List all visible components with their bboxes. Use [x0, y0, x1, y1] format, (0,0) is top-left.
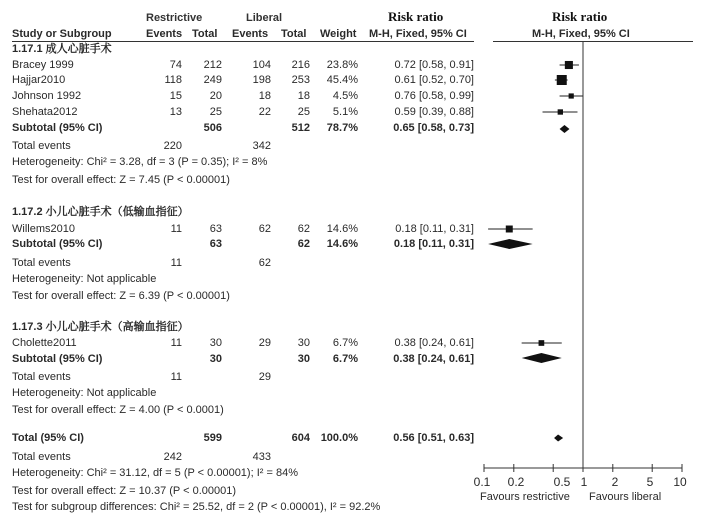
- rr-title: Risk ratio: [388, 9, 444, 24]
- study-rr: 0.61 [0.52, 0.70]: [394, 74, 474, 86]
- study-total1: 30: [209, 337, 222, 349]
- axis-tick-label: 0.5: [553, 475, 571, 489]
- total-events-label: Total events: [12, 371, 71, 383]
- total-events2: 29: [258, 371, 271, 383]
- total-events1: 242: [163, 451, 182, 463]
- overall-effect-text: Test for overall effect: Z = 10.37 (P < 0.00001): [12, 485, 237, 497]
- study-events2: 62: [258, 223, 271, 235]
- heterogeneity-text: Heterogeneity: Chi² = 3.28, df = 3 (P = 0.35); I² = 8%: [12, 156, 268, 168]
- total-events1: 220: [163, 140, 182, 152]
- subtotal-total2: 62: [297, 238, 310, 250]
- study-point: [558, 109, 563, 114]
- axis-tick-label: 2: [611, 475, 619, 489]
- study-name: Willems2010: [12, 223, 75, 235]
- subgroup-title: 1.17.3 小儿心脏手术（高输血指征）: [12, 321, 189, 333]
- heterogeneity-text: Heterogeneity: Chi² = 31.12, df = 5 (P < 0.00001); I² = 84%: [12, 467, 298, 479]
- summary-diamond: [554, 435, 563, 442]
- study-point: [539, 340, 545, 346]
- summary-diamond: [488, 239, 533, 249]
- axis-tick-label: 5: [646, 475, 654, 489]
- study-total2: 30: [297, 337, 310, 349]
- axis-tick-label: 10: [673, 475, 687, 489]
- study-total2: 62: [297, 223, 310, 235]
- study-total1: 249: [203, 74, 222, 86]
- total-events1: 11: [170, 371, 182, 383]
- study-total2: 18: [297, 90, 310, 102]
- study-rr: 0.38 [0.24, 0.61]: [394, 337, 474, 349]
- study-rr: 0.72 [0.58, 0.91]: [394, 59, 474, 71]
- study-rr: 0.18 [0.11, 0.31]: [395, 223, 474, 235]
- study-events2: 104: [252, 59, 271, 71]
- group1-header: Restrictive: [146, 12, 203, 24]
- summary-diamond: [522, 353, 562, 363]
- total-label: Total (95% CI): [12, 432, 84, 444]
- study-total2: 216: [291, 59, 310, 71]
- subtotal-total2: 512: [291, 122, 310, 134]
- study-events2: 29: [258, 337, 271, 349]
- study-total1: 63: [209, 223, 222, 235]
- study-weight: 5.1%: [332, 106, 358, 118]
- study-total2: 253: [291, 74, 310, 86]
- plot-sub-header: M-H, Fixed, 95% CI: [532, 28, 630, 40]
- study-events1: 15: [169, 90, 182, 102]
- subtotal-label: Subtotal (95% CI): [12, 122, 103, 134]
- overall-effect-text: Test for overall effect: Z = 4.00 (P < 0.0001): [12, 404, 224, 416]
- events1-header: Events: [146, 28, 183, 40]
- subtotal-label: Subtotal (95% CI): [12, 353, 103, 365]
- study-events1: 11: [170, 223, 182, 235]
- weight-header: Weight: [320, 28, 357, 40]
- subtotal-total1: 506: [203, 122, 222, 134]
- total-events2: 433: [252, 451, 271, 463]
- study-point: [565, 61, 573, 69]
- overall-effect-text: Test for overall effect: Z = 7.45 (P < 0.00001): [12, 174, 230, 186]
- summary-diamond: [560, 125, 570, 133]
- study-total2: 25: [297, 106, 310, 118]
- study-weight: 14.6%: [326, 223, 358, 235]
- subtotal-rr: 0.65 [0.58, 0.73]: [393, 122, 474, 134]
- study-events2: 22: [258, 106, 271, 118]
- favours-left-label: Favours restrictive: [480, 491, 570, 503]
- total-weight: 100.0%: [320, 432, 358, 444]
- total1-header: Total: [192, 28, 218, 40]
- axis-tick-label: 0.2: [507, 475, 525, 489]
- study-name: Shehata2012: [12, 106, 78, 118]
- subtotal-weight: 78.7%: [326, 122, 358, 134]
- subtotal-rr: 0.38 [0.24, 0.61]: [393, 353, 474, 365]
- group2-header: Liberal: [246, 12, 283, 24]
- total-events2: 62: [258, 257, 271, 269]
- study-name: Johnson 1992: [12, 90, 82, 102]
- subgroup-title: 1.17.1 成人心脏手术: [12, 43, 112, 55]
- events2-header: Events: [232, 28, 269, 40]
- total2-header: Total: [281, 28, 307, 40]
- study-events2: 198: [252, 74, 271, 86]
- heterogeneity-text: Heterogeneity: Not applicable: [12, 273, 157, 285]
- total-total2: 604: [291, 432, 310, 444]
- total-total1: 599: [203, 432, 222, 444]
- subtotal-weight: 6.7%: [332, 353, 358, 365]
- study-weight: 6.7%: [332, 337, 358, 349]
- study-total1: 25: [209, 106, 222, 118]
- subtotal-label: Subtotal (95% CI): [12, 238, 103, 250]
- total-rr: 0.56 [0.51, 0.63]: [393, 432, 474, 444]
- study-weight: 23.8%: [326, 59, 358, 71]
- study-rr: 0.76 [0.58, 0.99]: [394, 90, 474, 102]
- study-total1: 20: [209, 90, 222, 102]
- subgroup-differences-text: Test for subgroup differences: Chi² = 25.52, df = 2 (P < 0.00001), I² = 92.2%: [12, 501, 381, 513]
- overall-effect-text: Test for overall effect: Z = 6.39 (P < 0.00001): [12, 290, 230, 302]
- total-events-label: Total events: [12, 257, 71, 269]
- study-name: Cholette2011: [12, 337, 77, 349]
- study-events1: 11: [170, 337, 182, 349]
- total-events-label: Total events: [12, 451, 71, 463]
- subtotal-total1: 63: [209, 238, 222, 250]
- study-name: Hajjar2010: [12, 74, 66, 86]
- study-rr: 0.59 [0.39, 0.88]: [394, 106, 474, 118]
- study-events2: 18: [258, 90, 271, 102]
- study-point: [569, 93, 574, 98]
- total-events2: 342: [252, 140, 271, 152]
- total-events1: 11: [170, 257, 182, 269]
- study-events1: 118: [164, 74, 182, 86]
- subtotal-total1: 30: [209, 353, 222, 365]
- study-col-header: Study or Subgroup: [12, 28, 112, 40]
- subtotal-rr: 0.18 [0.11, 0.31]: [393, 238, 474, 250]
- study-total1: 212: [203, 59, 222, 71]
- study-point: [557, 75, 567, 85]
- study-events1: 74: [169, 59, 182, 71]
- axis-tick-label: 1: [580, 475, 588, 489]
- rr-sub-header: M-H, Fixed, 95% CI: [369, 28, 467, 40]
- study-point: [506, 226, 513, 233]
- subtotal-weight: 14.6%: [326, 238, 358, 250]
- total-events-label: Total events: [12, 140, 71, 152]
- study-weight: 4.5%: [332, 90, 358, 102]
- study-weight: 45.4%: [326, 74, 358, 86]
- subgroup-title: 1.17.2 小儿心脏手术（低输血指征）: [12, 206, 189, 218]
- subtotal-total2: 30: [297, 353, 310, 365]
- study-events1: 13: [169, 106, 182, 118]
- heterogeneity-text: Heterogeneity: Not applicable: [12, 387, 157, 399]
- study-name: Bracey 1999: [12, 59, 74, 71]
- axis-tick-label: 0.1: [473, 475, 491, 489]
- favours-right-label: Favours liberal: [589, 491, 662, 503]
- plot-title: Risk ratio: [552, 9, 608, 24]
